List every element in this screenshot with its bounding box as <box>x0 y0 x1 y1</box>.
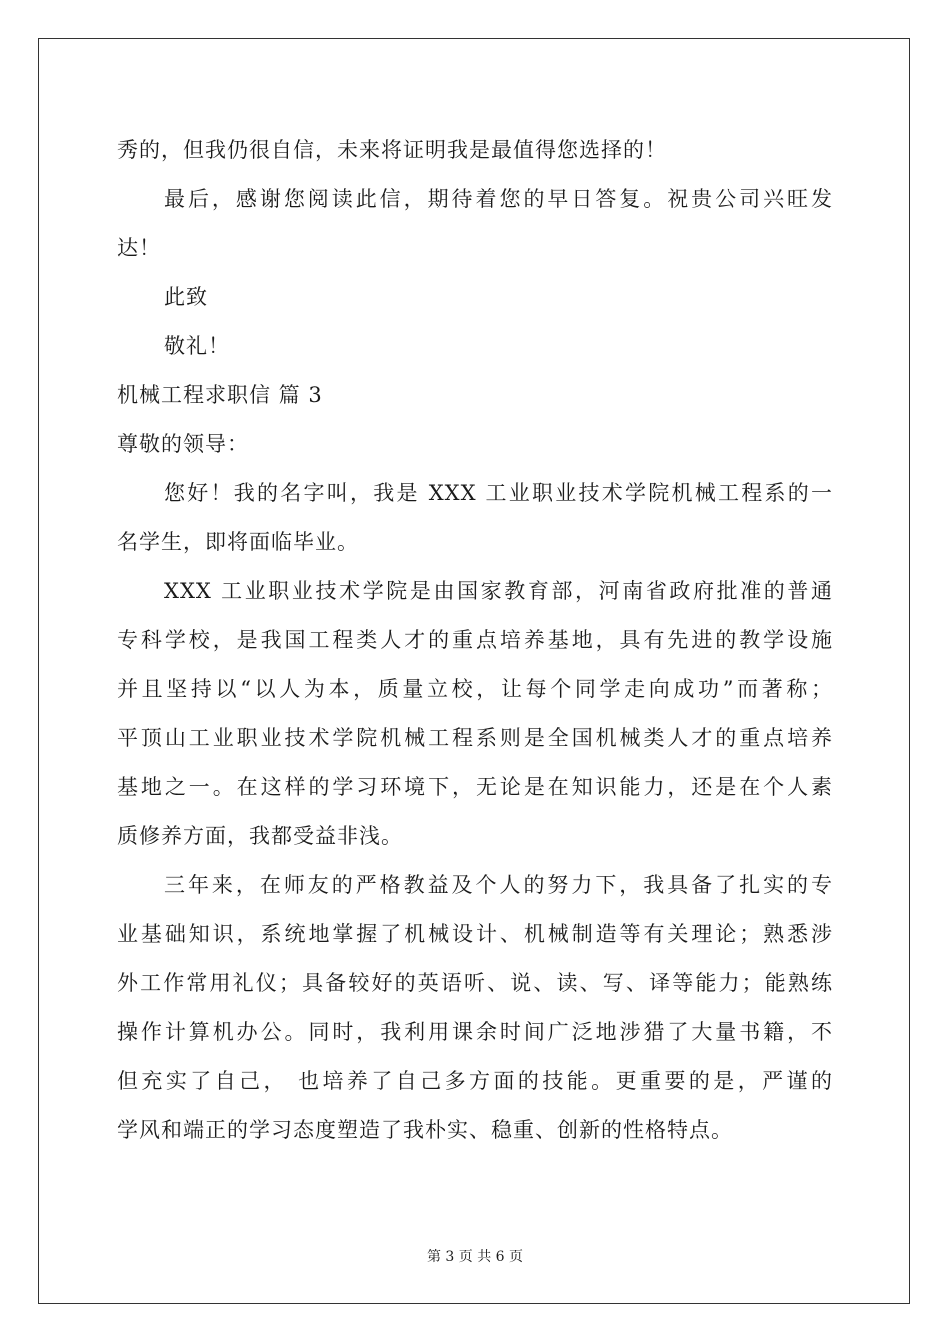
salutation: 尊敬的领导： <box>117 432 249 456</box>
paragraph-line: 但充实了自己， 也培养了自己多方面的技能。更重要的是，严谨的 <box>117 1069 833 1093</box>
paragraph-line: 学风和端正的学习态度塑造了我朴实、稳重、创新的性格特点。 <box>117 1118 733 1142</box>
paragraph-line: 平顶山工业职业技术学院机械工程系则是全国机械类人才的重点培养 <box>117 726 833 750</box>
paragraph-line: 基地之一。在这样的学习环境下，无论是在知识能力，还是在个人素 <box>117 775 833 799</box>
paragraph-line: 您好！我的名字叫，我是 XXX 工业职业技术学院机械工程系的一 <box>164 481 833 505</box>
paragraph-line: 最后，感谢您阅读此信，期待着您的早日答复。祝贵公司兴旺发 <box>164 187 833 211</box>
paragraph-line: 质修养方面，我都受益非浅。 <box>117 824 403 848</box>
paragraph-line: 操作计算机办公。同时，我利用课余时间广泛地涉猎了大量书籍，不 <box>117 1020 833 1044</box>
paragraph-line: 外工作常用礼仪；具备较好的英语听、说、读、写、译等能力；能熟练 <box>117 971 833 995</box>
closing-line: 敬礼！ <box>164 334 230 358</box>
paragraph-line: 名学生，即将面临毕业。 <box>117 530 359 554</box>
paragraph-line: 三年来，在师友的严格教益及个人的努力下，我具备了扎实的专 <box>164 873 833 897</box>
paragraph-line: 并且坚持以“以人为本，质量立校，让每个同学走向成功”而著称； <box>117 677 833 701</box>
page-number: 第 3 页 共 6 页 <box>426 1249 524 1265</box>
paragraph-line: XXX 工业职业技术学院是由国家教育部，河南省政府批准的普通 <box>164 579 833 603</box>
paragraph-line: 专科学校，是我国工程类人才的重点培养基地，具有先进的教学设施 <box>117 628 833 652</box>
closing-line: 此致 <box>164 285 208 309</box>
paragraph-line: 秀的，但我仍很自信，未来将证明我是最值得您选择的！ <box>117 138 667 162</box>
paragraph-line: 达！ <box>117 236 161 260</box>
document-body <box>117 126 833 1155</box>
paragraph-line: 业基础知识，系统地掌握了机械设计、机械制造等有关理论；熟悉涉 <box>117 922 833 946</box>
section-title: 机械工程求职信 篇 3 <box>117 383 323 407</box>
